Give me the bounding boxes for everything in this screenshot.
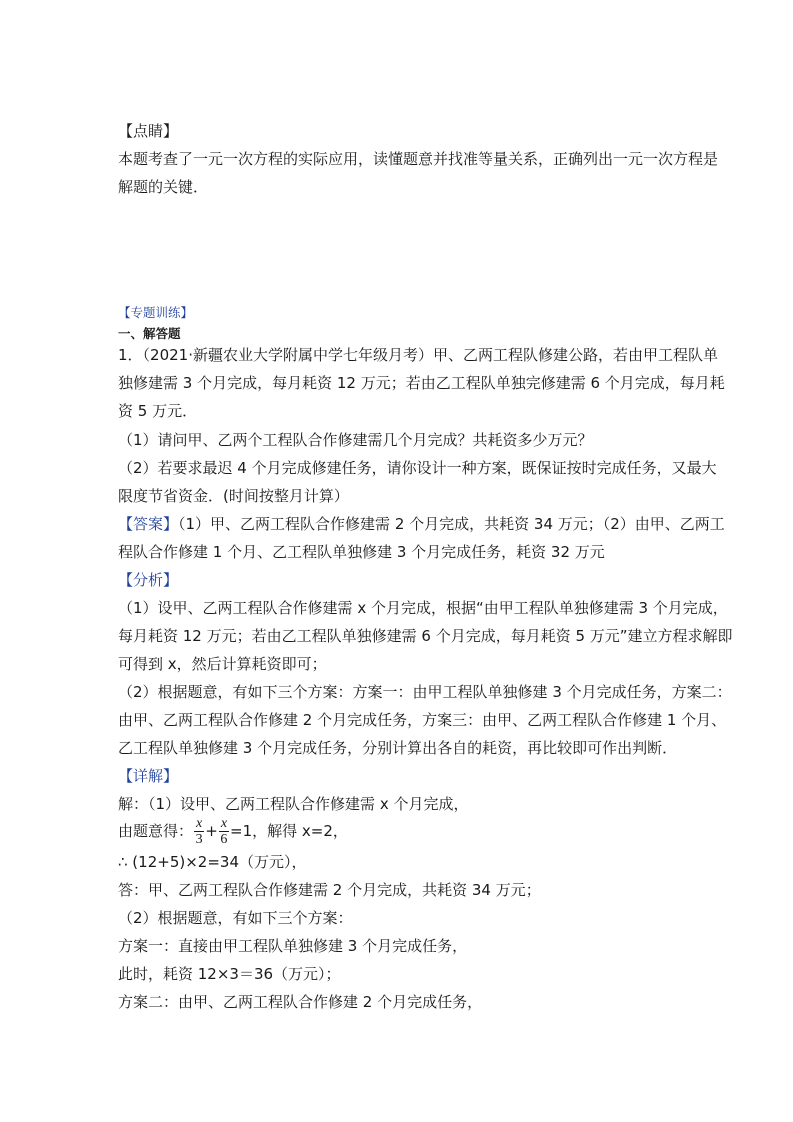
detail-line: 方案一：直接由甲工程队单独修建 3 个月完成任务， bbox=[118, 937, 468, 955]
analysis-line: 可得到 x，然后计算耗资即可； bbox=[118, 655, 327, 673]
question-line: 资 5 万元． bbox=[118, 402, 198, 420]
analysis-line: 由甲、乙两工程队合作修建 2 个月完成任务，方案三：由甲、乙两工程队合作修建 1 个月、 bbox=[118, 711, 727, 729]
question-line: 1．（2021·新疆农业大学附属中学七年级月考）甲、乙两工程队修建公路，若由甲工程队单 bbox=[118, 346, 718, 364]
fraction-x-over-6 bbox=[219, 816, 229, 847]
analysis-line: （2）根据题意，有如下三个方案：方案一：由甲工程队单独修建 3 个月完成任务，方案二： bbox=[118, 683, 732, 701]
section-title-dianjing: 【点睛】 bbox=[118, 122, 179, 140]
answer-line bbox=[118, 514, 725, 534]
section-subtitle: 一、解答题 bbox=[118, 326, 181, 341]
fraction-denominator: 3 bbox=[195, 832, 203, 847]
analysis-line: （1）设甲、乙两工程队合作修建需 x 个月完成，根据“由甲工程队单独修建需 3 个月完成， bbox=[118, 599, 728, 617]
detail-label: 【详解】 bbox=[118, 767, 179, 785]
fraction-numerator: x bbox=[196, 816, 203, 831]
answer-text: （1）甲、乙两工程队合作修建需 2 个月完成，共耗资 34 万元；（2）由甲、乙两工 bbox=[178, 515, 725, 533]
equation-prefix: 由题意得： bbox=[118, 822, 194, 840]
question-line: （1）请问甲、乙两个工程队合作修建需几个月完成？共耗资多少万元？ bbox=[118, 431, 593, 449]
question-line: （2）若要求最迟 4 个月完成修建任务，请你设计一种方案，既保证按时完成任务，又最大 bbox=[118, 459, 717, 477]
question-line: 独修建需 3 个月完成，每月耗资 12 万元；若由乙工程队单独完修建需 6 个月完成，每月耗 bbox=[118, 374, 725, 392]
fraction-denominator: 6 bbox=[220, 832, 228, 847]
detail-line: 解：（1）设甲、乙两工程队合作修建需 x 个月完成， bbox=[118, 795, 469, 813]
paragraph-line: 本题考查了一元一次方程的实际应用，读懂题意并找准等量关系，正确列出一元一次方程是 bbox=[118, 150, 719, 168]
detail-line: ∴ (12+5)×2=34（万元）， bbox=[118, 853, 307, 871]
fraction-x-over-3 bbox=[194, 816, 204, 847]
detail-line: （2）根据题意，有如下三个方案： bbox=[118, 909, 353, 927]
answer-label: 【答案】 bbox=[118, 515, 179, 533]
analysis-label: 【分析】 bbox=[118, 571, 179, 589]
fraction-numerator: x bbox=[220, 816, 228, 831]
paragraph-line: 解题的关键． bbox=[118, 178, 209, 196]
equation-line bbox=[118, 810, 348, 852]
detail-line: 答：甲、乙两工程队合作修建需 2 个月完成，共耗资 34 万元； bbox=[118, 881, 541, 899]
analysis-line: 乙工程队单独修建 3 个月完成任务，分别计算出各自的耗资，再比较即可作出判断． bbox=[118, 739, 678, 757]
section-title-training: 【专题训练】 bbox=[118, 305, 194, 320]
analysis-line: 每月耗资 12 万元；若由乙工程队单独修建需 6 个月完成，每月耗资 5 万元”建立方程求解即 bbox=[118, 627, 733, 645]
detail-line: 方案二：由甲、乙两工程队合作修建 2 个月完成任务， bbox=[118, 993, 483, 1011]
answer-line-2: 程队合作修建 1 个月、乙工程队单独修建 3 个月完成任务，耗资 32 万元 bbox=[118, 543, 605, 561]
plus-sign: + bbox=[205, 822, 218, 840]
equation-rest: =1，解得 x=2， bbox=[230, 822, 348, 840]
question-line: 限度节省资金．(时间按整月计算） bbox=[118, 487, 349, 505]
detail-line: 此时，耗资 12×3＝36（万元）； bbox=[118, 965, 341, 983]
